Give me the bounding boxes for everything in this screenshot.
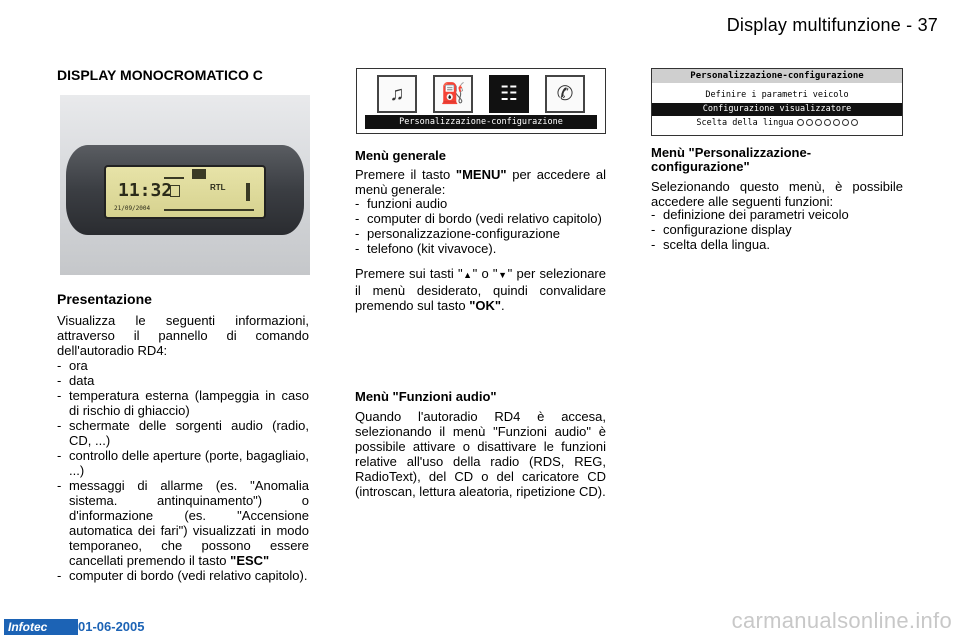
language-flags-icon (797, 119, 858, 126)
list-item: - controllo delle aperture (porte, bagagliaio, ...) (57, 448, 309, 478)
list-item: - computer di bordo (vedi relativo capitolo). (57, 568, 308, 583)
arrow-up-icon: ▲ (462, 270, 473, 280)
nav-text: " o " (472, 266, 498, 281)
list-item: - telefono (kit vivavoce). (355, 241, 497, 256)
presentazione-heading: Presentazione (57, 291, 152, 307)
list-item: - temperatura esterna (lampeggia in caso di rischio di ghiaccio) (57, 388, 309, 418)
list-item: - funzioni audio (355, 196, 448, 211)
list-item: - configurazione display (651, 222, 792, 237)
intro-paragraph: Visualizza le seguenti informazioni, attraverso il pannello di comando dell'autoradio RD4: (57, 313, 309, 358)
list-item-text: data (69, 373, 95, 388)
menu-key-label: "MENU" (455, 167, 507, 182)
list-item: - definizione dei parametri veicolo (651, 207, 849, 222)
list-item: - computer di bordo (vedi relativo capitolo) (355, 211, 602, 226)
list-item: - data (57, 373, 95, 388)
phone-icon: ✆ (545, 75, 585, 113)
personalizzazione-intro: Selezionando questo menù, è possibile accedere alle seguenti funzioni: (651, 179, 903, 209)
list-item: - scelta della lingua. (651, 237, 770, 252)
menu-generale-heading: Menù generale (355, 148, 447, 163)
list-item-text: ora (69, 358, 88, 373)
dashboard-photo (60, 95, 310, 275)
navigation-paragraph (355, 266, 606, 313)
personalizzazione-heading: Menù "Personalizzazione-configurazione" (651, 145, 812, 174)
fuel-computer-icon: ⛽ (433, 75, 473, 113)
watermark: carmanualsonline.info (731, 608, 952, 633)
menu-list (355, 196, 606, 256)
screen-selected-label: Personalizzazione-configurazione (365, 115, 597, 129)
list-item-text: temperatura esterna (lampeggia in caso di rischio di ghiaccio) (69, 388, 309, 418)
list-item-text: scelta della lingua. (663, 237, 770, 252)
info-list (57, 358, 309, 583)
lcd-bar (164, 209, 254, 211)
list-item: - schermate delle sorgenti audio (radio, CD, ...) (57, 418, 309, 448)
lcd-time: 11:32 (118, 180, 173, 201)
list-item-text: messaggi di allarme (es. "Anomalia sistema. antinquinamento") o d'informazione (es. "Accensione automatica dei fari") visualizzati in modo temporaneo, che possono essere cancellati premendo il tasto (69, 478, 309, 568)
menu-intro-text: per accedere al menù generale: (355, 167, 606, 197)
ok-key-label: "OK" (469, 298, 502, 313)
list-item-text: computer di bordo (vedi relativo capitolo). (69, 568, 308, 583)
screen-row-text: Scelta della lingua (696, 118, 794, 128)
lcd-radio-icon (170, 185, 180, 197)
screen-title: Personalizzazione-configurazione (652, 69, 902, 83)
screen-row (652, 117, 902, 130)
list-item-text: funzioni audio (367, 196, 448, 211)
screen-row: Definire i parametri veicolo (705, 90, 849, 100)
lcd-station: RTL (210, 183, 226, 192)
lcd-source-icon (192, 169, 206, 179)
list-item-text: definizione dei parametri veicolo (663, 207, 849, 222)
section-heading: DISPLAY MONOCROMATICO C (57, 67, 263, 83)
audio-paragraph: Quando l'autoradio RD4 è accesa, selezionando il menù "Funzioni audio" è possibile attivare o disattivare le funzioni relative all'uso della radio (RDS, REG, RadioText), del CD o del caricatore CD (introscan, lettura aleatoria, ripetizione CD). (355, 409, 606, 499)
nav-text: Premere sui tasti " (355, 266, 463, 281)
settings-sliders-icon: ☷ (489, 75, 529, 113)
arrow-down-icon: ▼ (497, 270, 508, 280)
infotec-logo: Infotec (4, 619, 78, 635)
footer-date: 01-06-2005 (78, 619, 145, 634)
list-item: - messaggi di allarme (es. "Anomalia sistema. antinquinamento") o d'informazione (es. "Accensione automatica dei fari") visualizzati in modo temporaneo, che possono essere cancellati premendo il tasto "ESC" (57, 478, 309, 568)
list-item-text: personalizzazione-configurazione (367, 226, 560, 241)
main-menu-screen (356, 68, 606, 134)
lcd-level-icon (246, 183, 250, 201)
list-item-text: controllo delle aperture (porte, bagagliaio, ...) (69, 448, 309, 478)
screen-row-selected: Configurazione visualizzatore (652, 103, 902, 116)
list-item-text: computer di bordo (vedi relativo capitolo) (367, 211, 602, 226)
nav-text: . (501, 298, 505, 313)
page-header-title: Display multifunzione - 37 (726, 15, 938, 35)
lcd-bar (164, 177, 184, 179)
list-item-text: telefono (kit vivavoce). (367, 241, 497, 256)
list-item: - personalizzazione-configurazione (355, 226, 560, 241)
lcd-date: 21/09/2004 (114, 205, 151, 212)
nav-text: " per selezionare il menù desiderato, quindi convalidare premendo sul tasto (355, 266, 606, 313)
menu-intro-text: Premere il tasto (355, 167, 456, 182)
list-item-text: configurazione display (663, 222, 792, 237)
list-item-text: schermate delle sorgenti audio (radio, CD, ...) (69, 418, 309, 448)
audio-icon: ♫ (377, 75, 417, 113)
personalizzazione-list (651, 207, 903, 252)
funzioni-audio-heading: Menù "Funzioni audio" (355, 389, 497, 404)
personalization-menu-screen (651, 68, 903, 136)
esc-key-label: "ESC" (230, 553, 270, 568)
menu-intro-paragraph (355, 167, 606, 197)
lcd-display (104, 165, 266, 219)
list-item: - ora (57, 358, 88, 373)
